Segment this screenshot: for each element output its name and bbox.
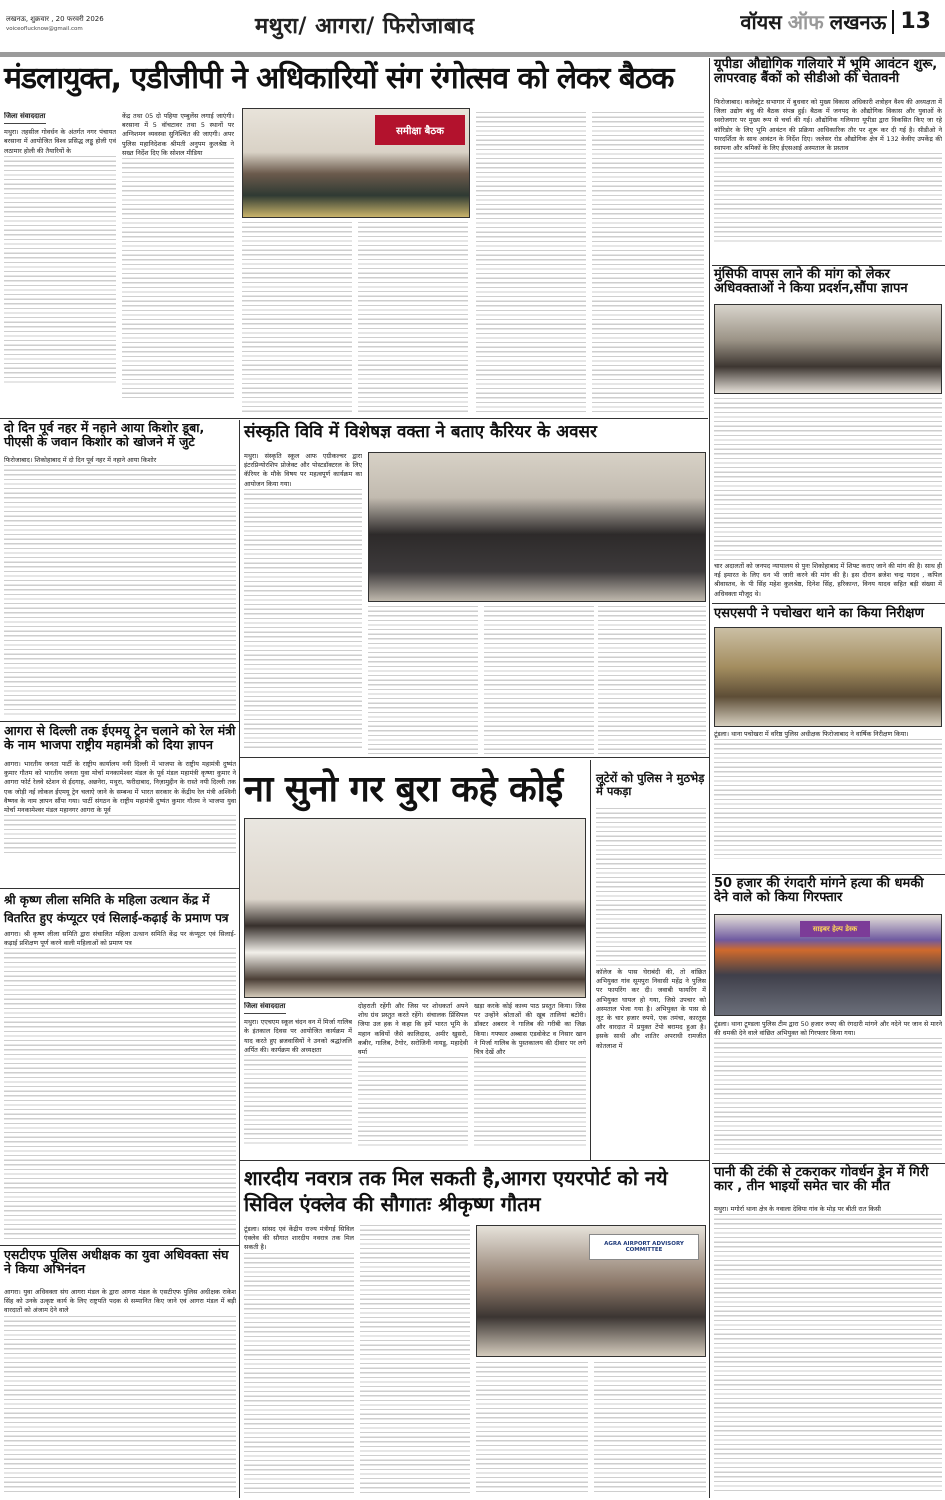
airport-body-text: टूंडला। सांसद एवं केंद्रीय राज्य मंत्रीगई सिविल एंक्लेव की सौगात शारदीय नवरात्र तक मिल सकती है। [244,1225,354,1252]
ghalib-event-photo [244,818,586,998]
ssp-headline: एसएसपी ने पचोखरा थाने का किया निरीक्षण [714,606,924,621]
advocates-protest-photo [714,304,942,394]
airport-committee-photo [476,1225,706,1357]
airport-col-3 [476,1362,588,1495]
sanskriti-col-4 [598,606,706,754]
extortion-body [714,1020,942,1160]
lead-headline: मंडलायुक्त, एडीजीपी ने अधिकारियों संग रंगोत्सव को लेकर बैठक [4,61,674,96]
encounter-headline: लूटेरों को पुलिस ने मुठभेड़ में पकड़ा [596,771,705,798]
airport-col-1 [244,1225,354,1495]
sanskriti-col-1 [244,452,362,754]
ghalib-body-col3: खड़ा करके कोई काव्य पाठ प्रस्तुत किया। जिस पर उन्होंने श्रोताओं की खूब तालियां बटोरी। डॉक्टर अबरार ने गालिब की गरीबी का जिक्र किया। गफ्फार अब्बास एडवोकेट व निसार खान ने मिर्जा गालिब के पुस्तकालय की दीवार पर लगे चित्र देखें और [474,1002,586,1057]
lead-col-5 [476,112,586,414]
section-title: मथुरा/ आगरा/ फिरोजाबाद [255,14,475,39]
brand-word-1: वॉयस [740,10,782,34]
encounter-body [596,808,706,1158]
emu-train-body-text: आगरा। भारतीय जनता पार्टी के राष्ट्रीय कार्यालय नयी दिल्ली में भाजपा के राष्ट्रीय महामंत्री दुष्यंत कुमार गौतम को भारतीय जनता युवा मोर्चा मनकामेश्वर मंडल के पूर्व मंडल महामंत्री कृष्णा कुमार ने आगरा फोर्ट रेलवे स्टेशन से ईदगाह, अछनेरा, मथुरा, फरीदाबाद, निज़ामुद्दीन के रास्ते नयी दिल्ली तक एक जोड़ी नई लोकल ईएमयू ट्रेन चलाऐ जाने के सम्बन्ध में भारत सरकार के केंद्रीय रेल मंत्री अश्विनी वैष्णव के नाम ज्ञापन सौंपा गया। पार्टी संगठन के राष्ट्रीय महामंत्री दुष्यंत कुमार गौतम ने भाजपा युवा मोर्चा मनकामेश्वर मंडल महानगर आगरा के पूर्व [4,760,236,815]
cyber-desk-banner: साइबर हेल्प डेस्क [800,921,870,937]
ssp-body-text: टूंडला। थाना पचोखरा में वरिष्ठ पुलिस अधीक्षक फिरोजाबाद ने वार्षिक निरीक्षण किया। [714,730,909,738]
ghalib-headline: ना सुनो गर बुरा कहे कोई [244,769,563,810]
ghalib-body-col2: दोहराती रहेंगी और जिस पर शोधकर्ता अपने शोध ग्रंथ प्रस्तुत करते रहेंगे। संचालक प्रिंसिपल जिया उल हक ने कहा कि हमें भारत भूमि के महान कवियों जैसे कालिदास, अमीर खुसरो, कबीर, गालिब, टैगोर, सरोजिनी नायडू, महादेवी वर्मा [358,1002,468,1057]
emu-train-body [4,760,236,886]
airport-col-2 [360,1225,470,1495]
brand-word-3: लखनऊ [829,10,887,34]
lead-col-6 [592,112,704,414]
drowning-headline: दो दिन पूर्व नहर में नहाने आया किशोर डूबा, पीएसी के जवान किशोर को खोजने में जुटे [4,420,205,449]
accident-body-text: मथुरा। मगोर्रा थाना क्षेत्र के नवाला देविया गांव के मोड़ पर बीती रात किसी [714,1205,881,1213]
divider [709,58,710,1498]
lead-body-text [4,156,116,386]
divider [0,1245,239,1246]
divider [240,1160,709,1161]
accident-body [714,1205,942,1495]
stf-body-text: आगरा। युवा अधिवक्ता संघ आगरा मंडल के द्वारा आगरा मंडल के एसटीएफ पुलिस अधीक्षक राकेश सिंह को उनके उत्कृष्ट कार्य के लिए राष्ट्रपति पदक से सम्मानित किए जाने एवं आगरा मंडल में बड़ी वारदातों को अंजाम देने वाले [4,1288,236,1315]
extortion-headline: 50 हजार की रंगदारी मांगने हत्या की धमकी देने वाले को किया गिरफ्तार [714,876,924,906]
divider [712,265,945,266]
divider [590,760,591,1160]
certificate-ceremony-photo [368,452,706,602]
lead-body-col2: केंद्र तथा 05 दो पहिया एम्बुलेंस लगाई जाएंगी। बरसाना में 5 वॉचटावर तथा 5 स्थानों पर अग्निशमन व्यवस्था सुनिश्चित की जाएगी। अपर पुलिस महानिदेशक श्रीमती अनुपम कुलश्रेष्ठ ने सख्त निर्देश दिए कि सोशल मीडिया [122,112,234,157]
ssp-inspection-photo [714,627,942,727]
sanskriti-headline: संस्कृति विवि में विशेषज्ञ वक्ता ने बताए कैरियर के अवसर [244,422,597,442]
sanskriti-col-3 [484,606,594,754]
newspaper-brand [740,8,931,35]
stf-headline: एसटीएफ पुलिस अधीक्षक का युवा अधिवक्ता संघ ने किया अभिनंदन [4,1247,229,1276]
ghalib-col-2 [358,1002,468,1158]
upsida-body-text: फिरोजाबाद। कलेक्ट्रेट सभागार में बुधवार को मुख्य विकास अधिकारी शत्रोहन वैश्य की अध्यक्षता में जिला उद्योग बंधु की बैठक संपन्न हुई। बैठक में जनपद के औद्योगिक विकास और युवाओं के स्वरोजगार पर मुख्य रूप से चर्चा की गई। औद्योगिक गलियारा यूपीडा द्वारा विकसित किए जा रहे कॉरिडोर के लिए भूमि आवंटन की प्रक्रिया आधिकारिक तौर पर शुरू कर दी गई है। सीडीओ ने पारदर्शिता के साथ आवंटन के निर्देश दिए। जलेसर रोड औद्योगिक क्षेत्र में 132 केवीए उपकेंद्र की स्थापना और श्रमिकों के लिए ईएसआई अस्पताल के प्रस्ताव [714,98,942,153]
stf-body [4,1288,236,1495]
cyber-help-desk-photo [714,914,942,1016]
divider [0,888,239,889]
photo-banner: समीक्षा बैठक [375,115,465,145]
upsida-body [714,98,942,263]
munsifi-headline: मुंसिफी वापस लाने की मांग को लेकर अधिवक्ताओं ने किया प्रदर्शन,सौंपा ज्ञापन [714,267,908,297]
ghalib-col-3 [474,1002,586,1158]
lead-body-text-2 [122,158,234,398]
divider [239,420,240,1498]
emu-train-headline: आगरा से दिल्ली तक ईएमयू ट्रेन चलाने को रेल मंत्री के नाम भाजपा राष्ट्रीय महामंत्री को दिया ज्ञापन [4,723,236,752]
dateline [6,14,104,34]
lead-col-4 [358,222,468,414]
brand-divider [892,10,894,34]
ssp-body [714,730,942,872]
ghalib-body-text: मथुरा। एएचएम स्कूल चंदन वन में मिर्जा गालिब के इंतकाल दिवस पर आयोजित कार्यक्रम में याद करते हुए ब्रजवासियों ने उनको श्रद्धांजलि अर्पित की। कार्यक्रम की अध्यक्षता [244,1018,352,1054]
divider [0,721,239,722]
divider [712,1163,945,1164]
accident-headline: पानी की टंकी से टकराकर गोवर्धन ड्रेन में गिरी कार , तीन भाइयों समेत चार की मौत [714,1165,929,1195]
lead-byline: जिला संवाददाता [4,112,46,124]
divider [240,757,709,758]
drowning-body-text: फिरोजाबाद। शिकोहाबाद में दो दिन पूर्व नहर में नहाने आया किशोर [4,456,157,464]
mahila-body [4,930,236,1242]
lead-meeting-photo [242,108,470,218]
airport-col-4 [594,1362,706,1495]
airport-headline: शारदीय नवरात्र तक मिल सकती है,आगरा एयरपोर्ट को नये सिविल एंक्लेव की सौगातः श्रीकृष्ण गौतम [244,1166,668,1216]
munsifi-body-end: चार अदालतों को जनपद न्यायालय से पुनः शिकोहाबाद में शिफ्ट कराए जाने की मांग की है। साथ ही नई इमारत के लिए धन भी जारी करने की मांग की है। इस दौरान ब्रजेश चन्द्र यादव , कपिल श्रीवास्तव, के पी सिंह महेश कुलश्रेष्ठ, दिनेश सिंह, हरिकान्त, विनय यादव सहित बड़ी संख्या में अधिवक्ता मौजूद थे। [714,562,942,598]
drowning-body [4,456,236,718]
ghalib-byline: जिला संवाददाता [244,1002,286,1014]
upsida-headline: यूपीडा औद्योगिक गलियारे में भूमि आवंटन शुरू, लापरवाह बैंकों को सीडीओ की चेतावनी [714,57,938,87]
email-text: voiceoflucknow@gmail.com [6,26,83,32]
date-text: लखनऊ, शुक्रवार , 20 फरवरी 2026 [6,15,104,23]
lead-body-start: मथुरा। तहसील गोवर्धन के अंतर्गत नगर पंचायत बरसाना में आयोजित विश्व प्रसिद्ध लड्डू होली एवं लठामार होली की तैयारियों के [4,128,116,155]
mahila-headline: श्री कृष्ण लीला समिति के महिला उत्थान केंद्र में वितरित हुए कंप्यूटर एवं सिलाई-कढ़ाई के प्रमाण पत्र [4,893,229,925]
brand-word-2: ऑफ [787,10,824,34]
lead-col-2 [122,112,234,414]
munsifi-body [714,398,942,600]
page-number: 13 [900,9,931,34]
advisory-committee-banner: AGRA AIRPORT ADVISORY COMMITTEE [589,1234,699,1260]
encounter-body-text: कॉलेज के पास घेराबंदी की, तो वांछित अभियुक्त गांव सूमपुरा निवासी महेंद्र ने पुलिस पर फायरिंग कर दी। जवाबी फायरिंग में अभियुक्त घायल हो गया, जिसे उपचार को अस्पताल भेजा गया है। अभियुक्त के पास से लूट के चार हजार रुपये, एक तमंचा, कारतूस और वारदात में प्रयुक्त टेंपो बरामद हुआ है। इसके साथी और शातिर अपराधी रामजीत कोतलाश में [596,968,706,1050]
ghalib-col-1 [244,1002,352,1158]
mahila-body-text: आगरा। श्री कृष्ण लीला समिति द्वारा संचालित महिला उत्थान समिति केंद्र पर कंप्यूटर एवं सिलाई-कढ़ाई प्रशिक्षण पूर्ण करने वाली महिलाओं को प्रमाण पत्र [4,930,236,948]
extortion-body-text: टूंडला। थाना टूण्डला पुलिस टीम द्वारा 50 हजार रुपए की रंगदारी मांगने और नदेने पर जान से मारने की धमकी देने वाले वांछित अभियुक्त को गिरफ्तार किया गया। [714,1020,942,1038]
divider [0,418,708,419]
sanskriti-col-2 [368,606,478,754]
lead-col-1 [4,112,116,414]
sanskriti-body-text: मथुरा। संस्कृति स्कूल आफ एग्रीकल्चर द्वारा इंटरप्रिन्योरशिप प्रोजेक्ट और पोस्टडॉक्टरल के लिए कॅरियर के मौके विषय पर महत्वपूर्ण कार्यक्रम का आयोजन किया गया। [244,452,362,488]
divider [712,874,945,875]
masthead [0,0,945,52]
divider [712,603,945,604]
lead-col-3 [242,222,352,414]
